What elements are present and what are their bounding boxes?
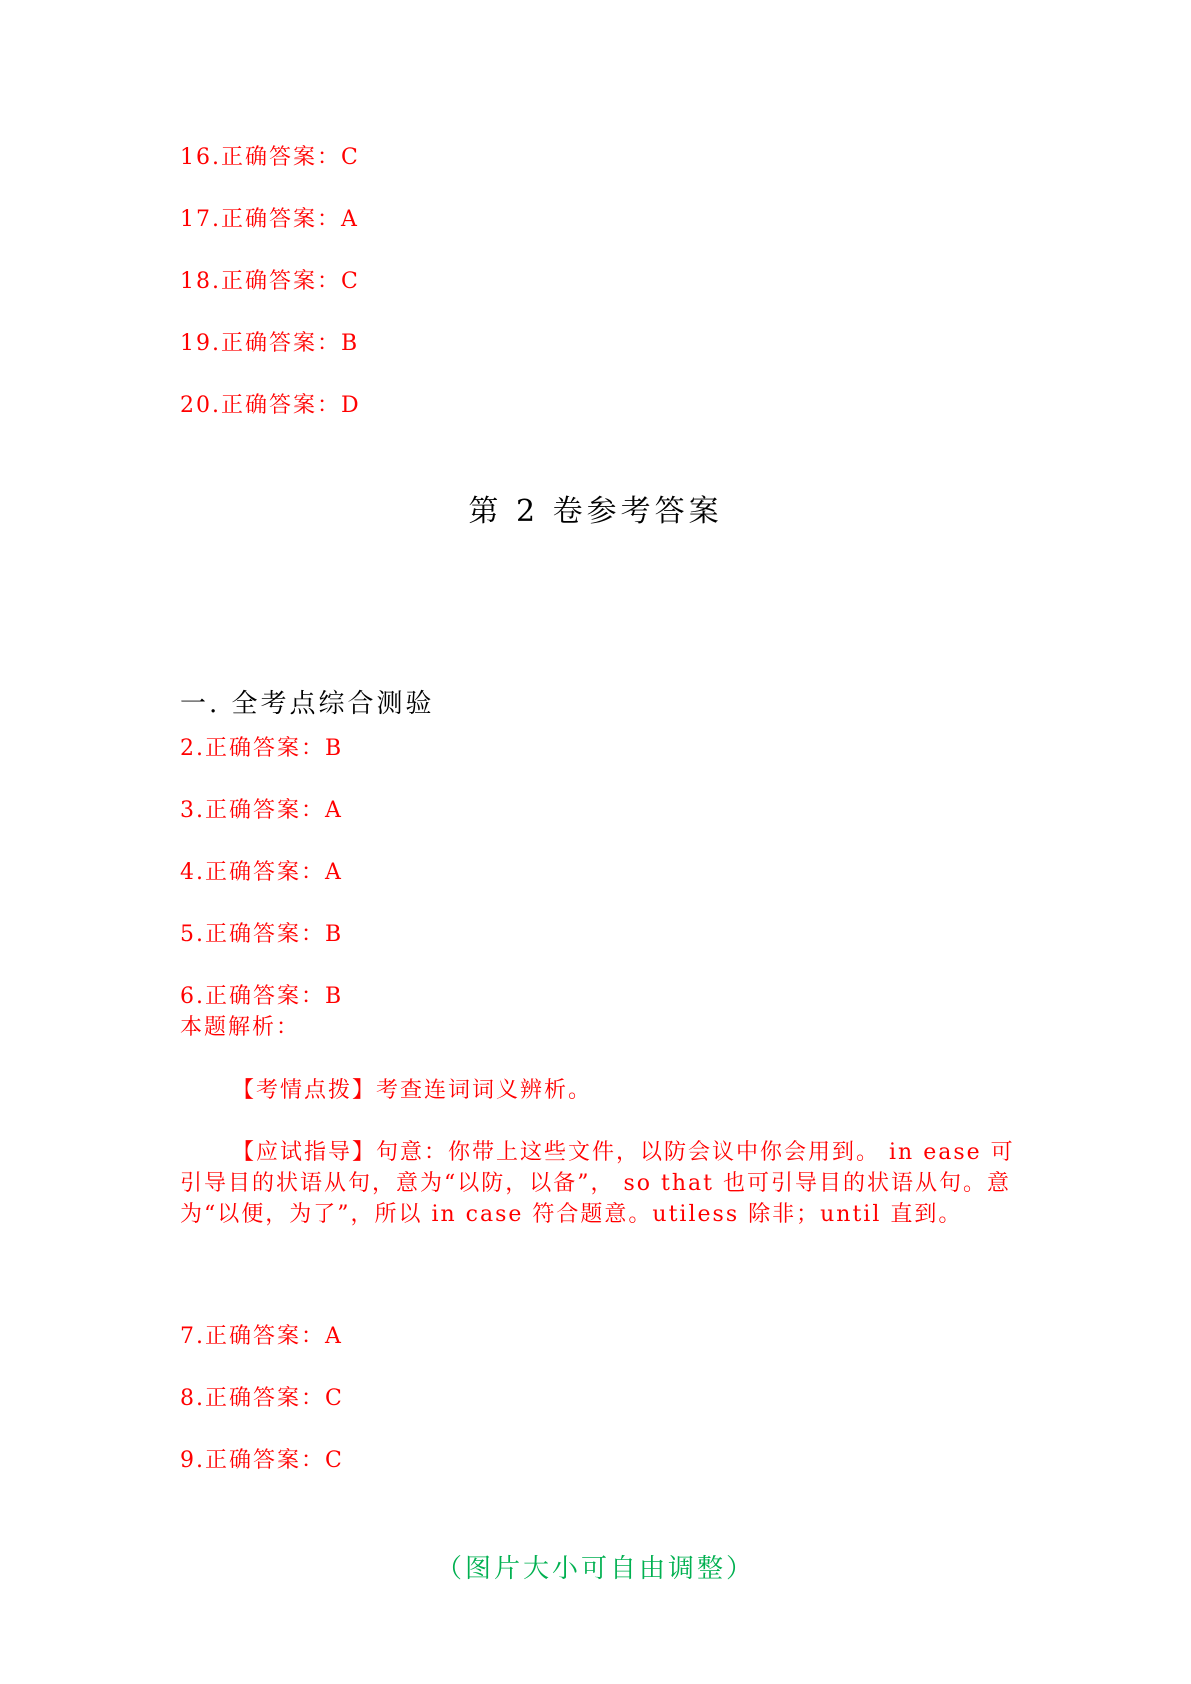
answer-8: 8.正确答案：C [180,1386,344,1411]
answer-6: 6.正确答案：B [180,984,344,1009]
answer-19: 19.正确答案：B [180,331,360,356]
answer-18: 18.正确答案：C [180,269,360,294]
section-title: 第 2 卷参考答案 [468,494,723,529]
explanation-guide: 【应试指导】句意：你带上这些文件，以防会议中你会用到。 in ease 可引导目的状语从句，意为“以防，以备”， so that 也可引导目的状语从句。意为“以便，为了”，所以 in case 符合题意。utiless 除非；until 直到。 [180,1140,1015,1227]
answer-16: 16.正确答案：C [180,145,360,170]
answer-2: 2.正确答案：B [180,736,344,761]
image-caption: （图片大小可自由调整） [435,1554,755,1584]
answer-17: 17.正确答案：A [180,207,359,232]
answer-7: 7.正确答案：A [180,1324,343,1349]
explanation-heading: 本题解析： [180,1015,301,1040]
answer-5: 5.正确答案：B [180,922,344,947]
answer-4: 4.正确答案：A [180,860,343,885]
explanation-point: 【考情点拨】考查连词词义辨析。 [232,1078,593,1103]
answer-9: 9.正确答案：C [180,1448,344,1473]
subsection-title: 一. 全考点综合测验 [180,689,435,719]
answer-20: 20.正确答案：D [180,393,361,418]
answer-3: 3.正确答案：A [180,798,343,823]
